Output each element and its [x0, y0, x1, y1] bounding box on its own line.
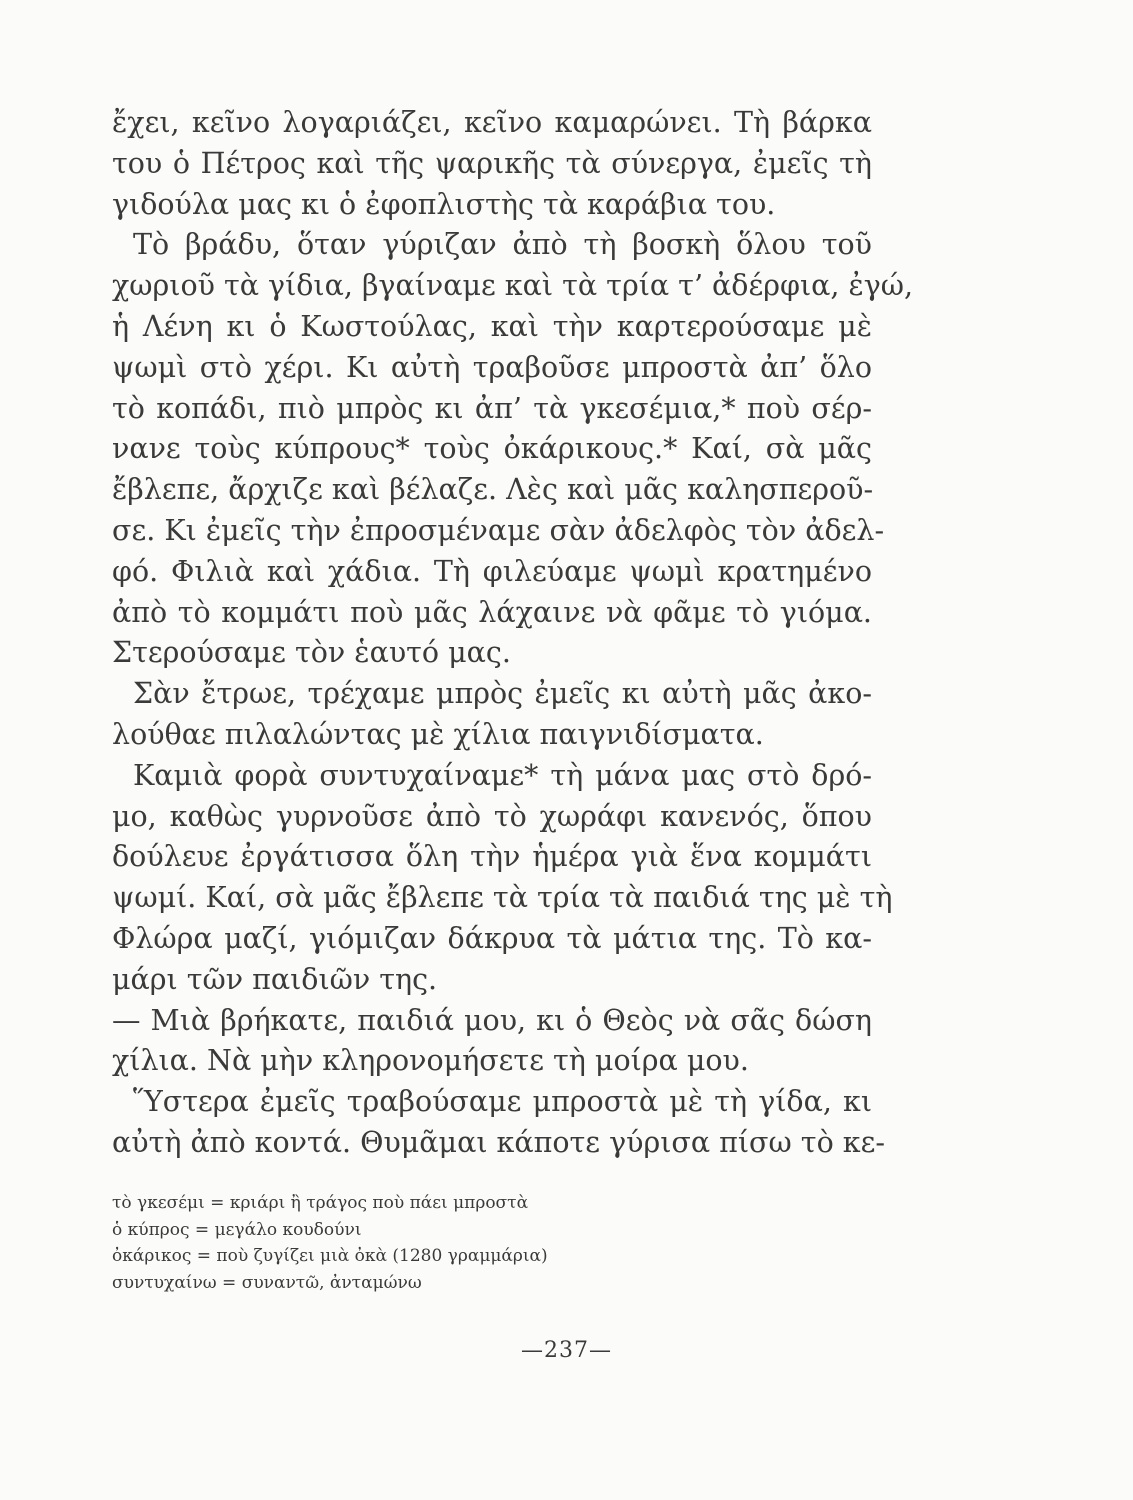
text-line: σε. Κι ἐμεῖς τὴν ἐπροσμέναμε σὰν ἀδελφὸς τὸν ἀδελ-: [112, 513, 885, 547]
text-line: μάρι τῶν παιδιῶν της.: [112, 962, 438, 996]
body-text: [112, 103, 914, 1164]
footnote: τὸ γκεσέμι = κριάρι ἢ τράγος ποὺ πάει μπροστὰ: [112, 1193, 529, 1213]
text-line: λούθαε πιλαλώντας μὲ χίλια παιγνιδίσματα.: [112, 717, 764, 751]
text-line: φό. Φιλιὰ καὶ χάδια. Τὴ φιλεύαμε ψωμὶ κρατημένο: [112, 554, 872, 588]
footnote: συντυχαίνω = συναντῶ, ἀνταμώνω: [112, 1272, 422, 1293]
text-line: τὸ κοπάδι, πιὸ μπρὸς κι ἀπ’ τὰ γκεσέμια,* ποὺ σέρ-: [112, 391, 872, 425]
text-line: — Μιὰ βρήκατε, παιδιά μου, κι ὁ Θεὸς νὰ σᾶς δώση: [112, 1003, 872, 1037]
text-line: ἡ Λένη κι ὁ Κωστούλας, καὶ τὴν καρτερούσαμε μὲ: [112, 309, 872, 343]
text-line: ἔχει, κεῖνο λογαριάζει, κεῖνο καμαρώνει. Τὴ βάρκα: [112, 106, 872, 139]
text-line: δούλευε ἐργάτισσα ὅλη τὴν ἡμέρα γιὰ ἕνα κομμάτι: [112, 840, 872, 874]
footnotes: [112, 1190, 812, 1296]
text-line: χίλια. Νὰ μὴν κληρονομήσετε τὴ μοίρα μου.: [112, 1044, 749, 1078]
text-line: χωριοῦ τὰ γίδια, βγαίναμε καὶ τὰ τρία τ’ ἀδέρφια, ἐγώ,: [112, 269, 914, 303]
text-line: ἀπὸ τὸ κομμάτι ποὺ μᾶς λάχαινε νὰ φᾶμε τὸ γιόμα.: [112, 595, 872, 629]
text-line: Σὰν ἔτρωε, τρέχαμε μπρὸς ἐμεῖς κι αὐτὴ μᾶς ἀκο-: [133, 677, 872, 711]
text-line: Ὕστερα ἐμεῖς τραβούσαμε μπροστὰ μὲ τὴ γίδα, κι: [133, 1085, 872, 1119]
text-line: Φλώρα μαζί, γιόμιζαν δάκρυα τὰ μάτια της. Τὸ κα-: [112, 921, 872, 955]
text-line: νανε τοὺς κύπρους* τοὺς ὀκάρικους.* Καί, σὰ μᾶς: [112, 432, 872, 466]
text-line: Καμιὰ φορὰ συντυχαίναμε* τὴ μάνα μας στὸ δρό-: [133, 758, 872, 792]
page-number: —237—: [521, 1338, 612, 1363]
text-line: γιδούλα μας κι ὁ ἐφοπλιστὴς τὰ καράβια του.: [112, 187, 776, 221]
text-line: αὐτὴ ἀπὸ κοντά. Θυμᾶμαι κάποτε γύρισα πίσω τὸ κε-: [112, 1125, 885, 1159]
text-line: μο, καθὼς γυρνοῦσε ἀπὸ τὸ χωράφι κανενός, ὅπου: [112, 799, 872, 833]
text-line: ψωμὶ στὸ χέρι. Κι αὐτὴ τραβοῦσε μπροστὰ ἀπ’ ὅλο: [112, 350, 872, 384]
footnote: ὁ κύπρος = μεγάλο κουδούνι: [112, 1219, 362, 1240]
footnote: ὀκάρικος = ποὺ ζυγίζει μιὰ ὀκὰ (1280 γραμμάρια): [112, 1246, 548, 1266]
text-line: ἔβλεπε, ἄρχιζε καὶ βέλαζε. Λὲς καὶ μᾶς καλησπεροῦ-: [112, 473, 874, 507]
text-line: του ὁ Πέτρος καὶ τῆς ψαρικῆς τὰ σύνεργα, ἐμεῖς τὴ: [112, 146, 872, 180]
text-line: Στερούσαμε τὸν ἑαυτό μας.: [112, 636, 511, 670]
text-line: Τὸ βράδυ, ὅταν γύριζαν ἀπὸ τὴ βοσκὴ ὅλου τοῦ: [133, 228, 872, 262]
text-line: ψωμί. Καί, σὰ μᾶς ἔβλεπε τὰ τρία τὰ παιδιά της μὲ τὴ: [112, 881, 893, 915]
